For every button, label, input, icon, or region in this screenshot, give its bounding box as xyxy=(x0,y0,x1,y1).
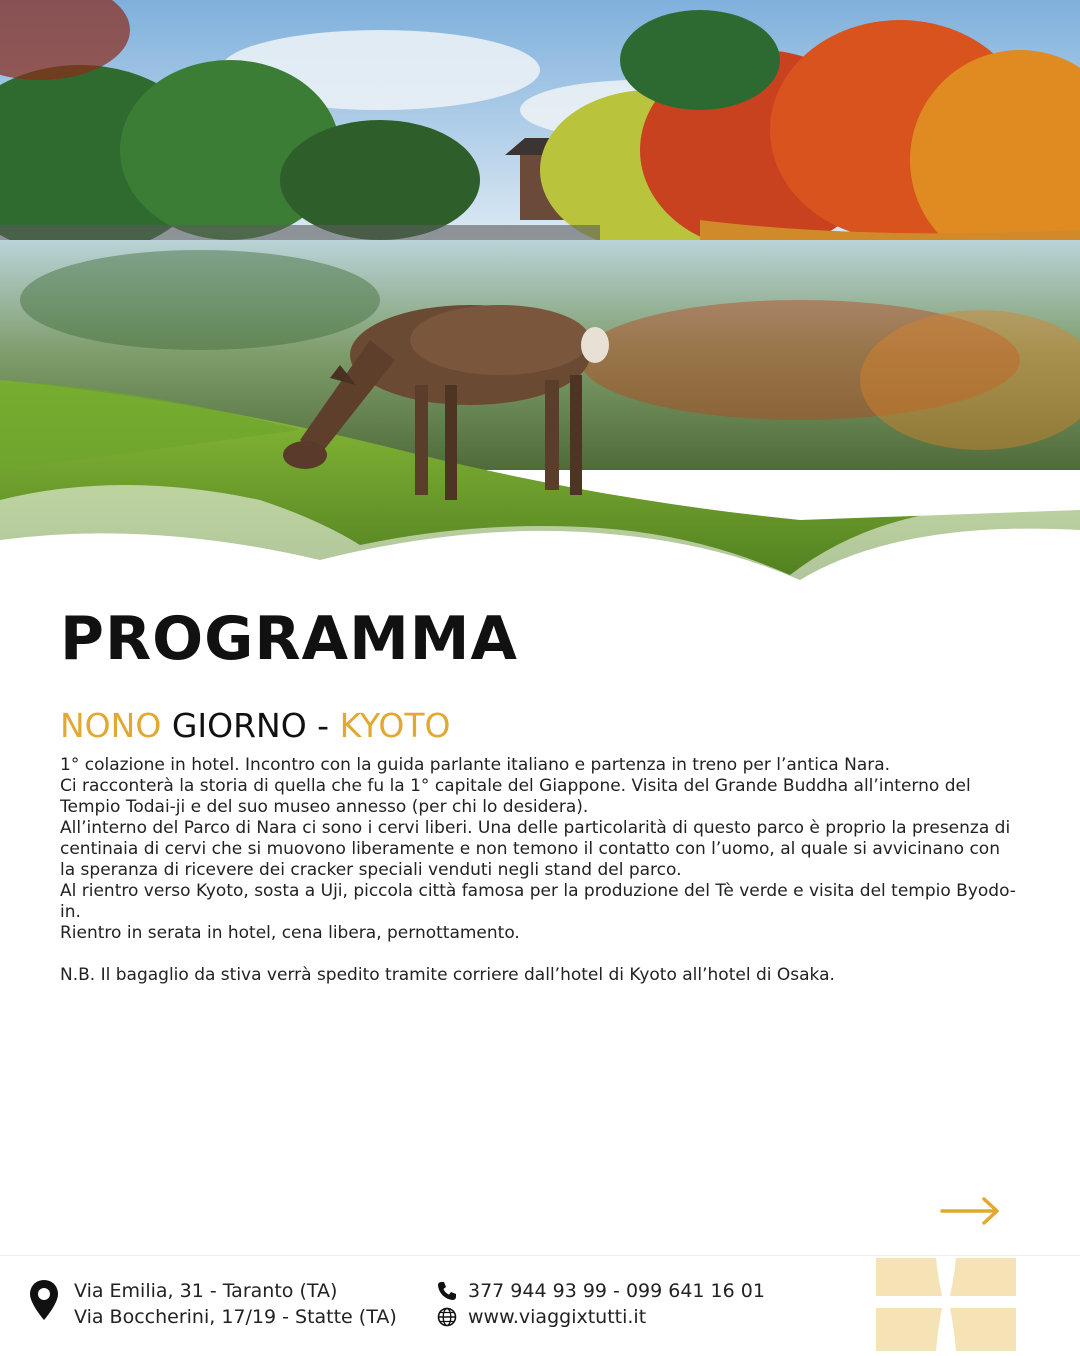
paragraph: All’interno del Parco di Nara ci sono i cervi liberi. Una delle particolarità di questo parco è proprio la presenza di centinaia di cervi che si muovono liberamente e non temono il contatto con l’uomo, al quale si avvicinano con la speranza di ricevere dei cracker speciali venduti negli stand del parco. xyxy=(60,818,1011,880)
hero-image xyxy=(0,0,1080,590)
phone-row[interactable] xyxy=(436,1278,765,1304)
program-description xyxy=(60,755,1020,986)
day-label: GIORNO - xyxy=(161,706,340,745)
next-button[interactable] xyxy=(940,1193,1002,1229)
contact-block xyxy=(436,1278,765,1330)
brand-logo xyxy=(876,1256,1016,1351)
note-paragraph: N.B. Il bagaglio da stiva verrà spedito tramite corriere dall’hotel di Kyoto all’hotel di Osaka. xyxy=(60,965,835,985)
paragraph: 1° colazione in hotel. Incontro con la guida parlante italiano e partenza in treno per l’antica Nara. xyxy=(60,755,891,775)
footer xyxy=(0,1255,1080,1351)
paragraph: Rientro in serata in hotel, cena libera, pernottamento. xyxy=(60,923,520,943)
address-block xyxy=(74,1278,397,1330)
arrow-right-icon xyxy=(940,1193,1002,1229)
address-line: Via Boccherini, 17/19 - Statte (TA) xyxy=(74,1306,397,1328)
city-name: KYOTO xyxy=(339,706,451,745)
page-title: PROGRAMMA xyxy=(60,604,518,674)
paragraph: Ci racconterà la storia di quella che fu la 1° capitale del Giappone. Visita del Grande Buddha all’interno del Tempio Todai-ji e del suo museo annesso (per chi lo desidera). xyxy=(60,776,971,817)
globe-icon xyxy=(436,1306,458,1328)
phone-numbers[interactable]: 377 944 93 99 - 099 641 16 01 xyxy=(468,1280,765,1302)
paragraph: Al rientro verso Kyoto, sosta a Uji, piccola città famosa per la produzione del Tè verde e visita del tempio Byodo-in. xyxy=(60,881,1016,922)
day-number: NONO xyxy=(60,706,162,745)
phone-icon xyxy=(436,1280,458,1302)
address-line: Via Emilia, 31 - Taranto (TA) xyxy=(74,1280,338,1302)
website-link[interactable]: www.viaggixtutti.it xyxy=(468,1306,647,1328)
day-heading xyxy=(60,706,451,745)
website-row[interactable] xyxy=(436,1304,765,1330)
location-pin-icon xyxy=(28,1278,60,1327)
spacer xyxy=(60,944,1020,965)
